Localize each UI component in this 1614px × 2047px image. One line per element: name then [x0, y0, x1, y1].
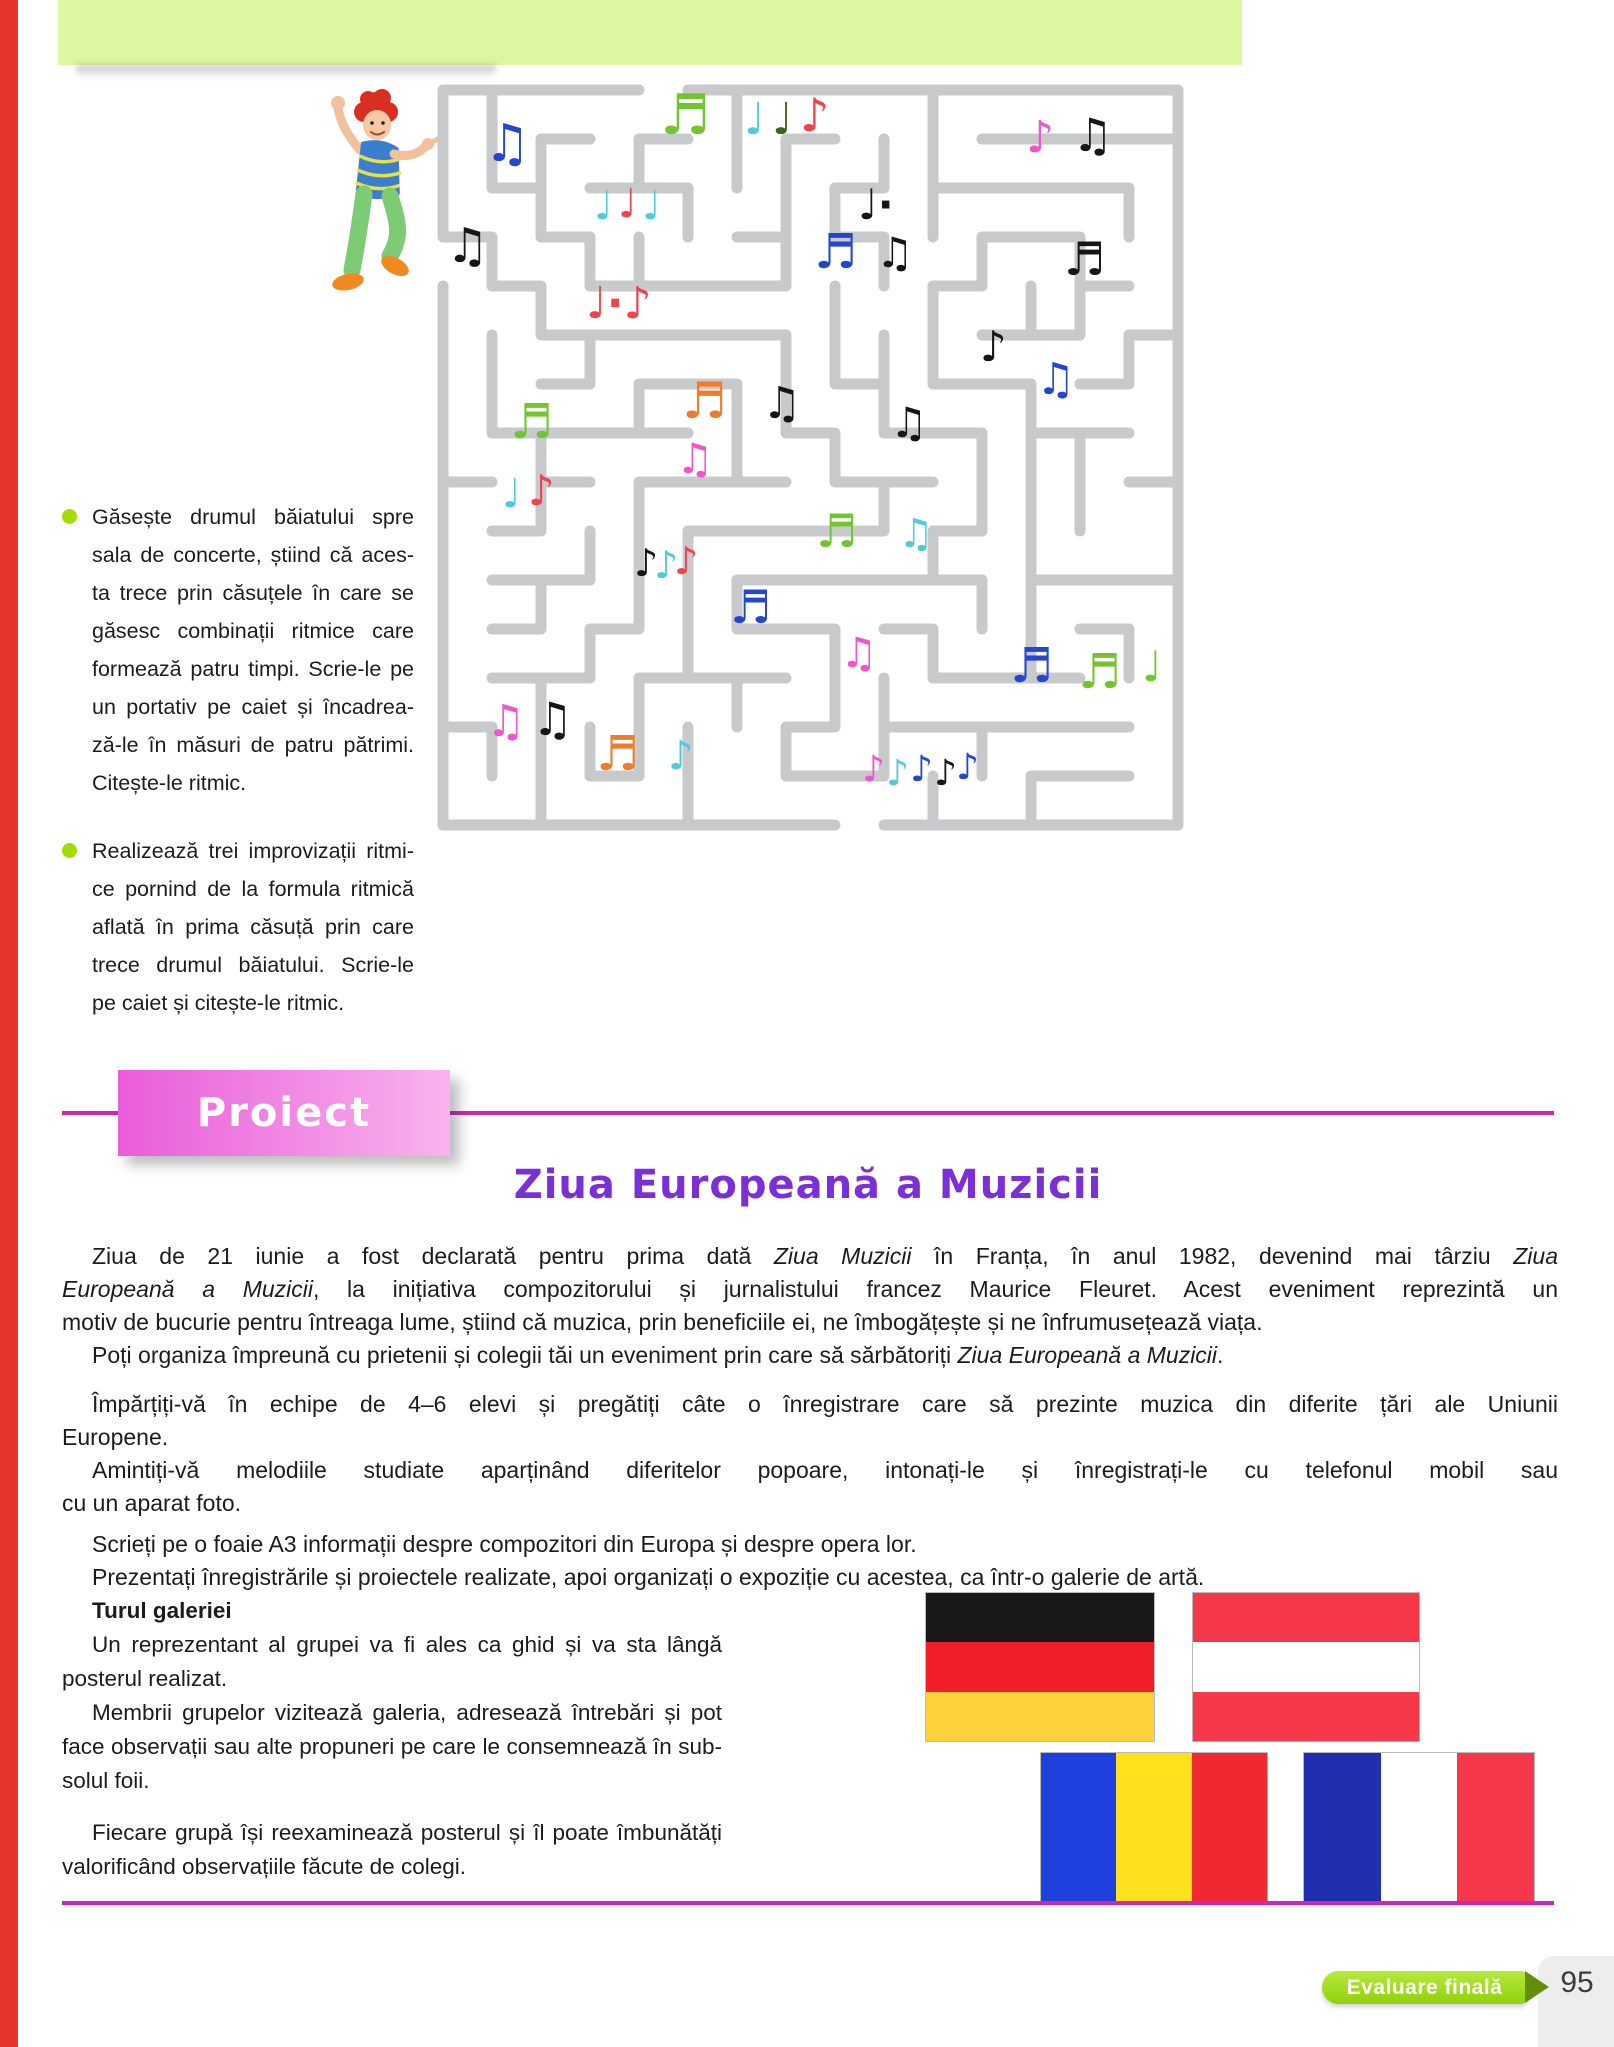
music-note: ♬ — [682, 372, 727, 430]
activity-instructions — [62, 498, 414, 1052]
project-title: Ziua Europeană a Muzicii — [513, 1162, 1103, 1208]
music-note: ♪ — [980, 322, 1007, 371]
activity-bullet — [62, 498, 414, 802]
evaluation-badge — [1322, 1971, 1527, 2004]
paragraph — [62, 1528, 1558, 1561]
paragraph-line: Prezentați înregistrările și proiectele realizate, apoi organizați o expoziție cu acestea, ca într-o galerie de artă. — [92, 1564, 1205, 1590]
paragraph — [62, 1696, 722, 1798]
flag-stripe — [926, 1692, 1154, 1741]
music-note: ♪ — [956, 747, 979, 788]
paragraph-line: solul foii. — [62, 1768, 150, 1793]
music-note: ♬ — [816, 504, 858, 558]
bullet-line: ta trece prin căsuțele în care se — [92, 581, 414, 605]
bullet-line: un portativ pe caiet și încadrea- — [92, 695, 414, 719]
paragraph — [62, 1628, 722, 1696]
music-note: ♩ — [618, 181, 637, 227]
music-note: ♩· — [858, 180, 894, 229]
bullet-line: formează patru timpi. Scrie-le pe — [92, 657, 414, 681]
paragraph-line: valorificând observațiile făcute de colegi. — [62, 1854, 466, 1879]
gallery-paragraphs — [62, 1628, 722, 1884]
romania-flag — [1040, 1752, 1268, 1905]
music-note: ♪ — [862, 749, 885, 790]
music-note: ♫ — [532, 692, 574, 746]
flag-stripe — [1381, 1753, 1458, 1904]
music-note: ♫ — [890, 398, 928, 447]
music-note: ♬ — [1064, 232, 1106, 286]
bullet-line: ce pornind de la formula ritmică — [92, 877, 414, 901]
music-note: ♩ — [1142, 642, 1162, 691]
paragraph-line: face observații sau alte propuneri pe care le consemnează în sub- — [62, 1734, 722, 1759]
music-note: ♫ — [486, 696, 526, 747]
music-note: ♫ — [676, 434, 714, 483]
paragraph-line: Ziua de 21 iunie a fost declarată pentru prima dată Ziua Muzicii în Franța, în anul 1982, devenind mai târziu Ziua — [92, 1243, 1558, 1269]
music-note: ♬ — [730, 580, 772, 634]
paragraph-line: Împărțiți-vă în echipe de 4–6 elevi și pregătiți câte o înregistrare care să prezinte muzica din diferite țări ale Uniunii — [92, 1391, 1558, 1417]
music-note: ♩ — [772, 94, 793, 145]
music-note: ♪ — [934, 753, 957, 794]
music-note: ♪ — [634, 541, 659, 585]
music-note: ♬ — [1078, 644, 1122, 700]
music-note: ♪ — [886, 753, 909, 794]
music-note: ♬ — [660, 83, 711, 148]
paragraph — [62, 1240, 1558, 1339]
gallery-section — [62, 1594, 722, 1884]
austria-flag — [1192, 1592, 1420, 1742]
project-banner — [118, 1070, 450, 1156]
music-note: ♩ — [594, 183, 613, 229]
paragraph-line: Amintiți-vă melodiile studiate aparținând diferitelor popoare, intonați-le și înregistrați-le cu telefonul mobil sau — [92, 1457, 1558, 1483]
badge-arrow-icon — [1525, 1971, 1549, 2003]
header-bar — [58, 0, 1242, 65]
paragraph — [62, 1816, 722, 1884]
music-note: ♪ — [910, 749, 933, 790]
bullet-line: trece drumul băiatului. Scrie-le — [92, 953, 414, 977]
music-note: ♩ — [502, 471, 521, 517]
page-edge-stripe — [0, 0, 18, 2047]
music-note: ♫ — [1036, 354, 1076, 405]
music-note: ♫ — [840, 628, 878, 677]
paragraph — [62, 1454, 1558, 1520]
bullet-line: sala de concerte, știind că aces- — [92, 543, 414, 567]
music-note: ♬ — [596, 726, 640, 782]
gallery-heading: Turul galeriei — [92, 1598, 232, 1623]
music-note: ♪ — [1026, 112, 1055, 163]
paragraph-line: Scrieți pe o foaie A3 informații despre compozitori din Europa și despre opera lor. — [92, 1531, 917, 1557]
flag-stripe — [1193, 1692, 1419, 1741]
boy-shoe — [331, 271, 366, 293]
flag-stripe — [1116, 1753, 1191, 1904]
germany-flag — [925, 1592, 1155, 1742]
music-note: ♪ — [528, 466, 555, 515]
bullet-line: Citește-le ritmic. — [92, 771, 247, 795]
paragraph-line: Un reprezentant al grupei va fi ales ca ghid și va sta lângă — [92, 1632, 722, 1657]
bullet-line: pe caiet și citește-le ritmic. — [92, 991, 345, 1015]
music-note: ♫ — [876, 228, 914, 277]
bullet-line: Găsește drumul băiatului spre — [92, 505, 414, 529]
project-banner-label: Proiect — [196, 1090, 372, 1136]
flag-stripe — [1041, 1753, 1116, 1904]
music-note: ♩·♪ — [586, 278, 652, 329]
paragraph-line: Membrii grupelor vizitează galeria, adresează întrebări și pot — [92, 1700, 722, 1725]
music-note: ♪ — [668, 733, 694, 779]
flag-stripe — [926, 1642, 1154, 1691]
paragraph-line: Europeană a Muzicii, la inițiativa compozitorului și jurnalistului francez Maurice Fleuret. Acest eveniment reprezintă un — [62, 1276, 1558, 1302]
music-note: ♫ — [484, 114, 531, 174]
boy-pants — [352, 194, 364, 270]
bullet-line: găsesc combinații ritmice care — [92, 619, 414, 643]
paragraph-line: Poți organiza împreună cu prietenii și colegii tăi un eveniment prin care să sărbătoriți Ziua Europeană a Muzicii. — [92, 1342, 1224, 1368]
music-note: ♬ — [814, 224, 858, 280]
bullet-line: Realizează trei improvizații ritmi- — [92, 839, 414, 863]
music-note: ♬ — [510, 394, 554, 450]
flag-stripe — [1193, 1593, 1419, 1642]
paragraph-line: cu un aparat foto. — [62, 1490, 242, 1516]
music-note: ♬ — [1010, 638, 1054, 694]
paragraph-line: posterul realizat. — [62, 1666, 228, 1691]
bullet-dot-icon — [62, 509, 77, 524]
project-description — [62, 1240, 1558, 1594]
page-number: 95 — [1560, 1966, 1594, 1999]
bullet-line: ză-le în măsuri de patru pătrimi. — [92, 733, 414, 757]
flag-stripe — [1193, 1642, 1419, 1691]
music-note: ♫ — [762, 378, 802, 429]
paragraph-line: Europene. — [62, 1424, 169, 1450]
music-note: ♪ — [674, 539, 699, 583]
flag-stripe — [1192, 1753, 1267, 1904]
paragraph — [62, 1388, 1558, 1454]
music-note: ♫ — [446, 218, 490, 274]
paragraph — [62, 1561, 1558, 1594]
flag-stripe — [1457, 1753, 1534, 1904]
activity-bullet — [62, 832, 414, 1022]
flag-stripe — [926, 1593, 1154, 1642]
music-note: ♫ — [898, 511, 934, 557]
paragraph — [62, 1339, 1558, 1372]
paragraph-line: Fiecare grupă își reexaminează posterul și îl poate îmbunătăți — [92, 1820, 722, 1845]
music-note: ♩ — [642, 183, 661, 229]
music-note: ♪ — [654, 543, 679, 587]
music-note: ♩ — [744, 94, 765, 145]
evaluation-badge-label: Evaluare finală — [1346, 1975, 1503, 1999]
music-note: ♫ — [1072, 108, 1114, 162]
bullet-dot-icon — [62, 843, 77, 858]
dancing-boy-illustration — [298, 84, 448, 314]
flag-stripe — [1304, 1753, 1381, 1904]
paragraph-line: motiv de bucurie pentru întreaga lume, știind că muzica, prin beneficiile ei, ne îmbogățește și ne înfrumusețează viața. — [62, 1309, 1263, 1335]
france-flag — [1303, 1752, 1535, 1905]
music-note: ♪ — [800, 88, 830, 142]
divider-line-bottom — [62, 1901, 1554, 1905]
bullet-line: aflată în prima căsuță prin care — [92, 915, 414, 939]
